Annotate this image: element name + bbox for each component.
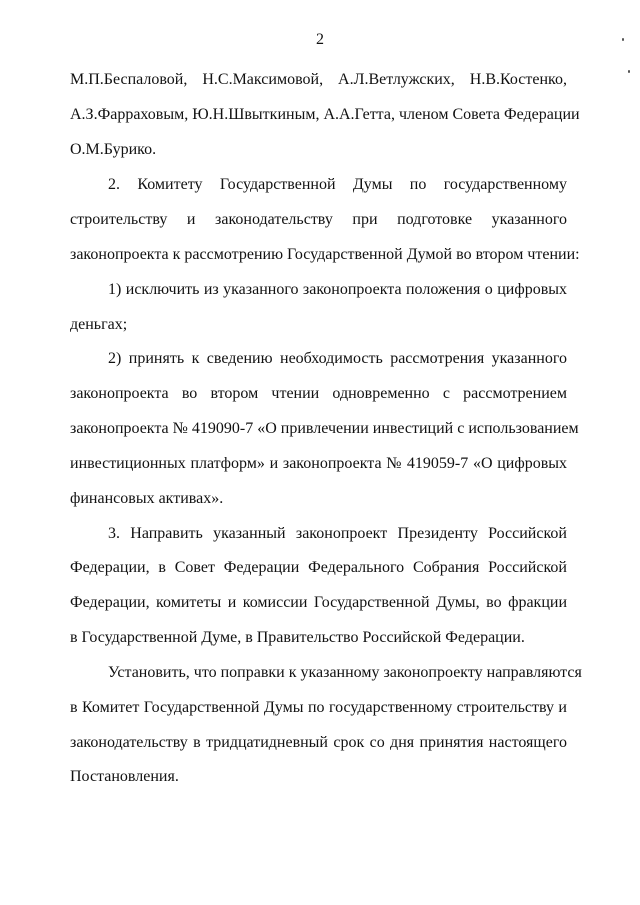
text-line: М.П.Беспаловой, Н.С.Максимовой, А.Л.Ветлужских, Н.В.Костенко,: [70, 71, 567, 88]
text-line: Федерации, в Совет Федерации Федерального Собрания Российской: [70, 559, 567, 576]
text-line: 3. Направить указанный законопроект Президенту Российской: [108, 525, 567, 542]
text-line: законопроекта № 419090-7 «О привлечении инвестиций с использованием: [70, 420, 579, 437]
scan-speck: [628, 70, 630, 73]
text-line: 2. Комитету Государственной Думы по государственному: [108, 176, 567, 193]
text-line: финансовых активах».: [70, 490, 224, 507]
text-line: О.М.Бурико.: [70, 141, 157, 158]
text-line: законопроекта во втором чтении одновременно с рассмотрением: [70, 385, 567, 402]
text-line: 1) исключить из указанного законопроекта положения о цифровых: [108, 281, 567, 298]
text-line: деньгах;: [70, 316, 128, 333]
text-line: 2) принять к сведению необходимость рассмотрения указанного: [108, 350, 567, 367]
scan-speck: [622, 38, 624, 41]
text-line: Установить, что поправки к указанному законопроекту направляются: [108, 664, 582, 681]
text-line: законодательству в тридцатидневный срок со дня принятия настоящего: [70, 734, 567, 751]
text-line: Постановления.: [70, 768, 179, 785]
text-line: А.З.Фарраховым, Ю.Н.Швыткиным, А.А.Гетта, членом Совета Федерации: [70, 106, 580, 123]
text-line: в Комитет Государственной Думы по государственному строительству и: [70, 699, 567, 716]
page-number: 2: [316, 31, 324, 48]
text-line: Федерации, комитеты и комиссии Государственной Думы, во фракции: [70, 594, 567, 611]
text-line: строительству и законодательству при подготовке указанного: [70, 211, 567, 228]
text-line: законопроекта к рассмотрению Государственной Думой во втором чтении:: [70, 246, 580, 263]
text-line: в Государственной Думе, в Правительство Российской Федерации.: [70, 629, 525, 646]
text-line: инвестиционных платформ» и законопроекта № 419059-7 «О цифровых: [70, 455, 567, 472]
